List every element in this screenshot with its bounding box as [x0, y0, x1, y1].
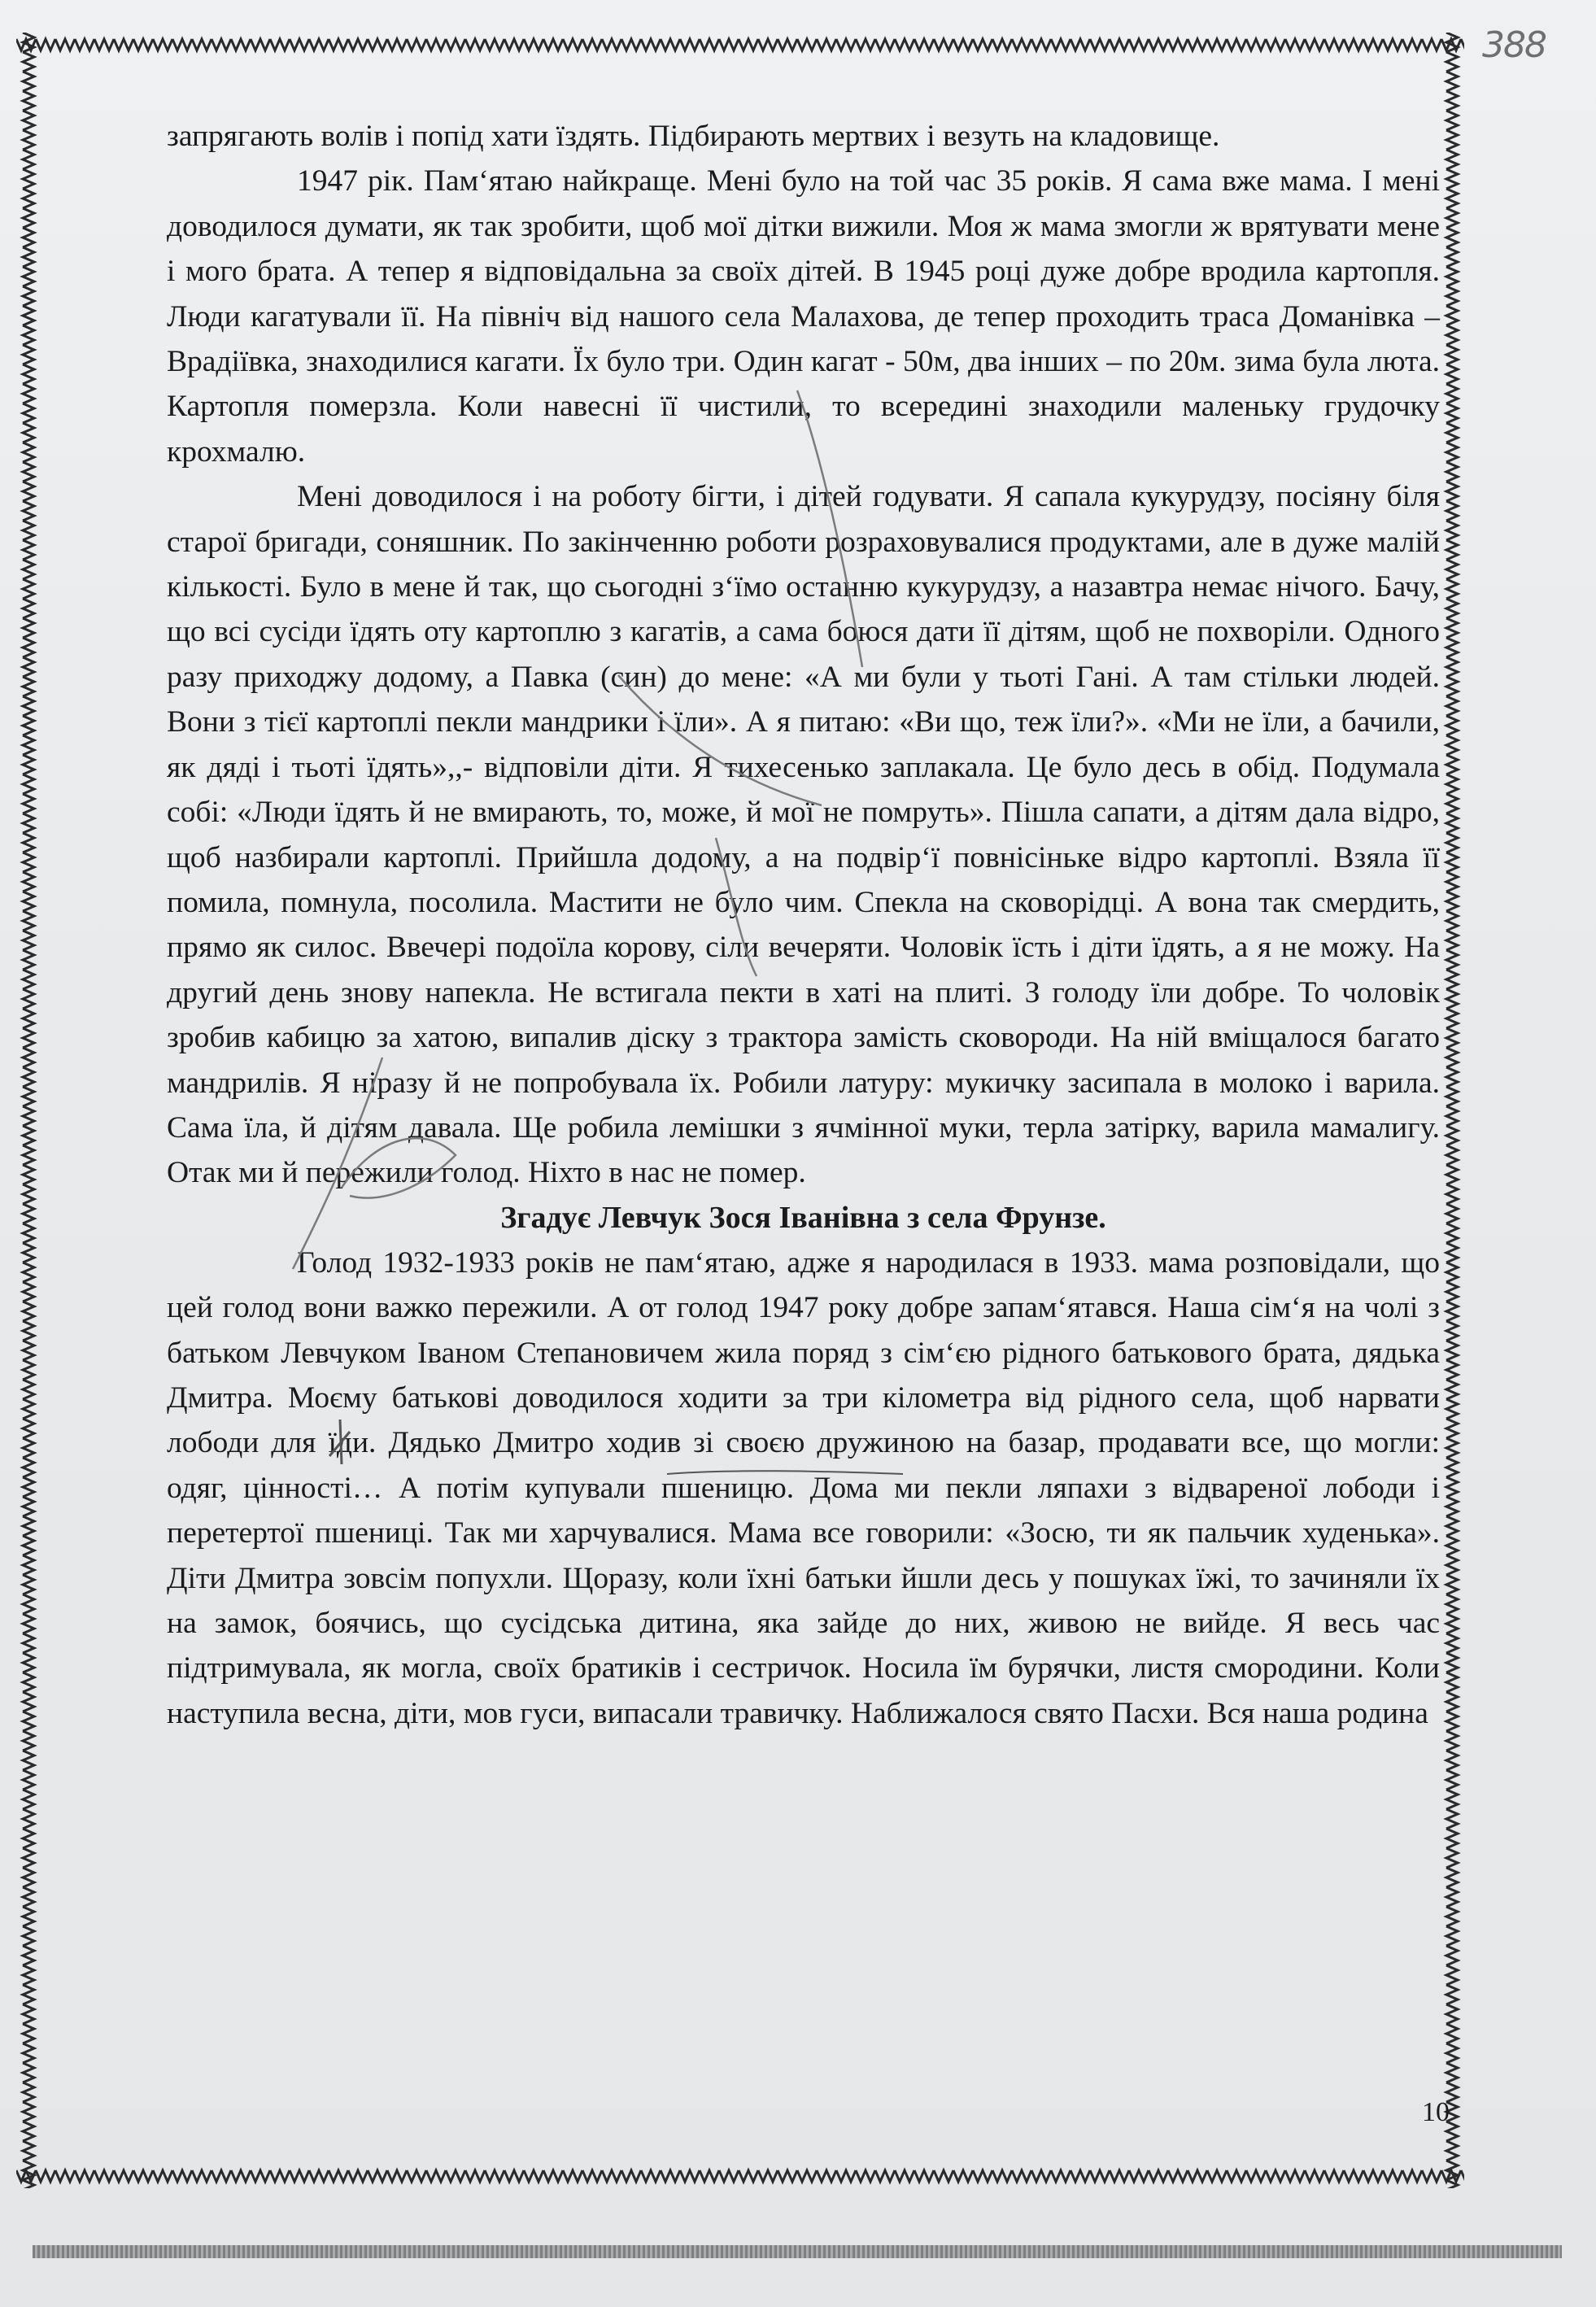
- left-border-pattern: [16, 33, 41, 2188]
- paragraph-1: запрягають волів і попід хати їздять. Підбирають мертвих і везуть на кладовище.: [167, 120, 1220, 153]
- section-heading: Згадує Левчук Зося Іванівна з села Фрунзе.: [500, 1200, 1106, 1235]
- paragraph-3: Мені доводилося і на роботу бігти, і дітей годувати. Я сапала кукурудзу, посіяну біля старої бригади, соняшник. По закінченню роботи розраховувалися продуктами, але в дуже малій кількості. Було в мене й так, що сьогодні з‘їмо останню кукурудзу, а назавтра немає нічого. Бачу, що всі сусіди їдять оту картоплю з кагатів, а сама боюся дати її дітям, щоб не похворіли. Одного разу приходжу додому, а Павка (син) до мене: «А ми були у тьоті Гані. А там стільки людей. Вони з тієї картоплі пекли мандрики і їли». А я питаю: «Ви що, теж їли?». «Ми не їли, а бачили, як дяді і тьоті їдять»,,- відповіли діти. Я тихесенько заплакала. Це було десь в обід. Подумала собі: «Люди їдять й не вмирають, то, може, й мої не помруть». Пішла сапати, а дітям дала відро, щоб назбирали картоплі. Прийшла додому, а на подвір‘ї повнісіньке відро картоплі. Взяла її помила, помнула, посолила. Мастити не було чим. Спекла на сковорідці. А вона так смердить, прямо як силос. Ввечері подоїла корову, сіли вечеряти. Чоловік їсть і діти їдять, а я не можу. На другий день знову напекла. Не встигала пекти в хаті на плиті. З голоду їли добре. То чоловік зробив кабицю за хатою, випалив діску з трактора замість сковороди. На ній вміщалося багато мандрилів. Я ніразу й не попробувала їх. Робили латуру: мукичку засипала в молоко і варила. Сама їла, й дітям давала. Ще робила лемішки з ячмінної муки, терла затірку, варила мамалигу. Отак ми й пережили голод. Ніхто в нас не помер.: [167, 480, 1440, 1190]
- handwritten-page-number: 388: [1482, 24, 1546, 66]
- paragraph-2: 1947 рік. Пам‘ятаю найкраще. Мені було на той час 35 років. Я сама вже мама. І мені доводилося думати, як так зробити, щоб мої дітки вижили. Моя ж мама змогли ж врятувати мене і мого брата. А тепер я відповідальна за своїх дітей. В 1945 році дуже добре вродила картопля. Люди кагатували її. На північ від нашого села Малахова, де тепер проходить траса Доманівка – Врадіївка, знаходилися кагати. Їх було три. Один кагат - 50м, два інших – по 20м. зима була люта. Картопля померзла. Коли навесні її чистили, то всередині знаходили маленьку грудочку крохмалю.: [167, 164, 1440, 469]
- paragraph-4: Голод 1932-1933 років не пам‘ятаю, адже я народилася в 1933. мама розповідали, що цей голод вони важко пережили. А от голод 1947 року добре запам‘ятався. Наша сім‘я на чолі з батьком Левчуком Іваном Степановичем жила поряд з сім‘єю рідного батькового брата, дядька Дмитра. Моєму батькові доводилося ходити за три кілометра від рідного села, щоб нарвати лободи для їди. Дядько Дмитро ходив зі своєю дружиною на базар, продавати все, що могли: одяг, цінності… А потім купували пшеницю. Дома ми пекли ляпахи з відвареної лободи і перетертої пшениці. Так ми харчувалися. Мама все говорили: «Зосю, ти як пальчик худенька». Діти Дмитра зовсім попухли. Щоразу, коли їхні батьки йшли десь у пошуках їжі, то зачиняли їх на замок, боячись, що сусідська дитина, яка зайде до них, живою не вийде. Я весь час підтримувала, як могла, своїх братиків і сестричок. Носила їм бурячки, листя смородини. Коли наступила весна, діти, мов гуси, випасали травичку. Наближалося свято Пасхи. Вся наша родина: [167, 1245, 1440, 1730]
- document-body: [167, 114, 1440, 1736]
- top-border-pattern: [16, 33, 1464, 57]
- scan-edge-band: [33, 2245, 1562, 2258]
- right-border-pattern: [1440, 33, 1464, 2188]
- bottom-border-pattern: [16, 2164, 1464, 2188]
- page-number: 10: [1422, 2097, 1450, 2127]
